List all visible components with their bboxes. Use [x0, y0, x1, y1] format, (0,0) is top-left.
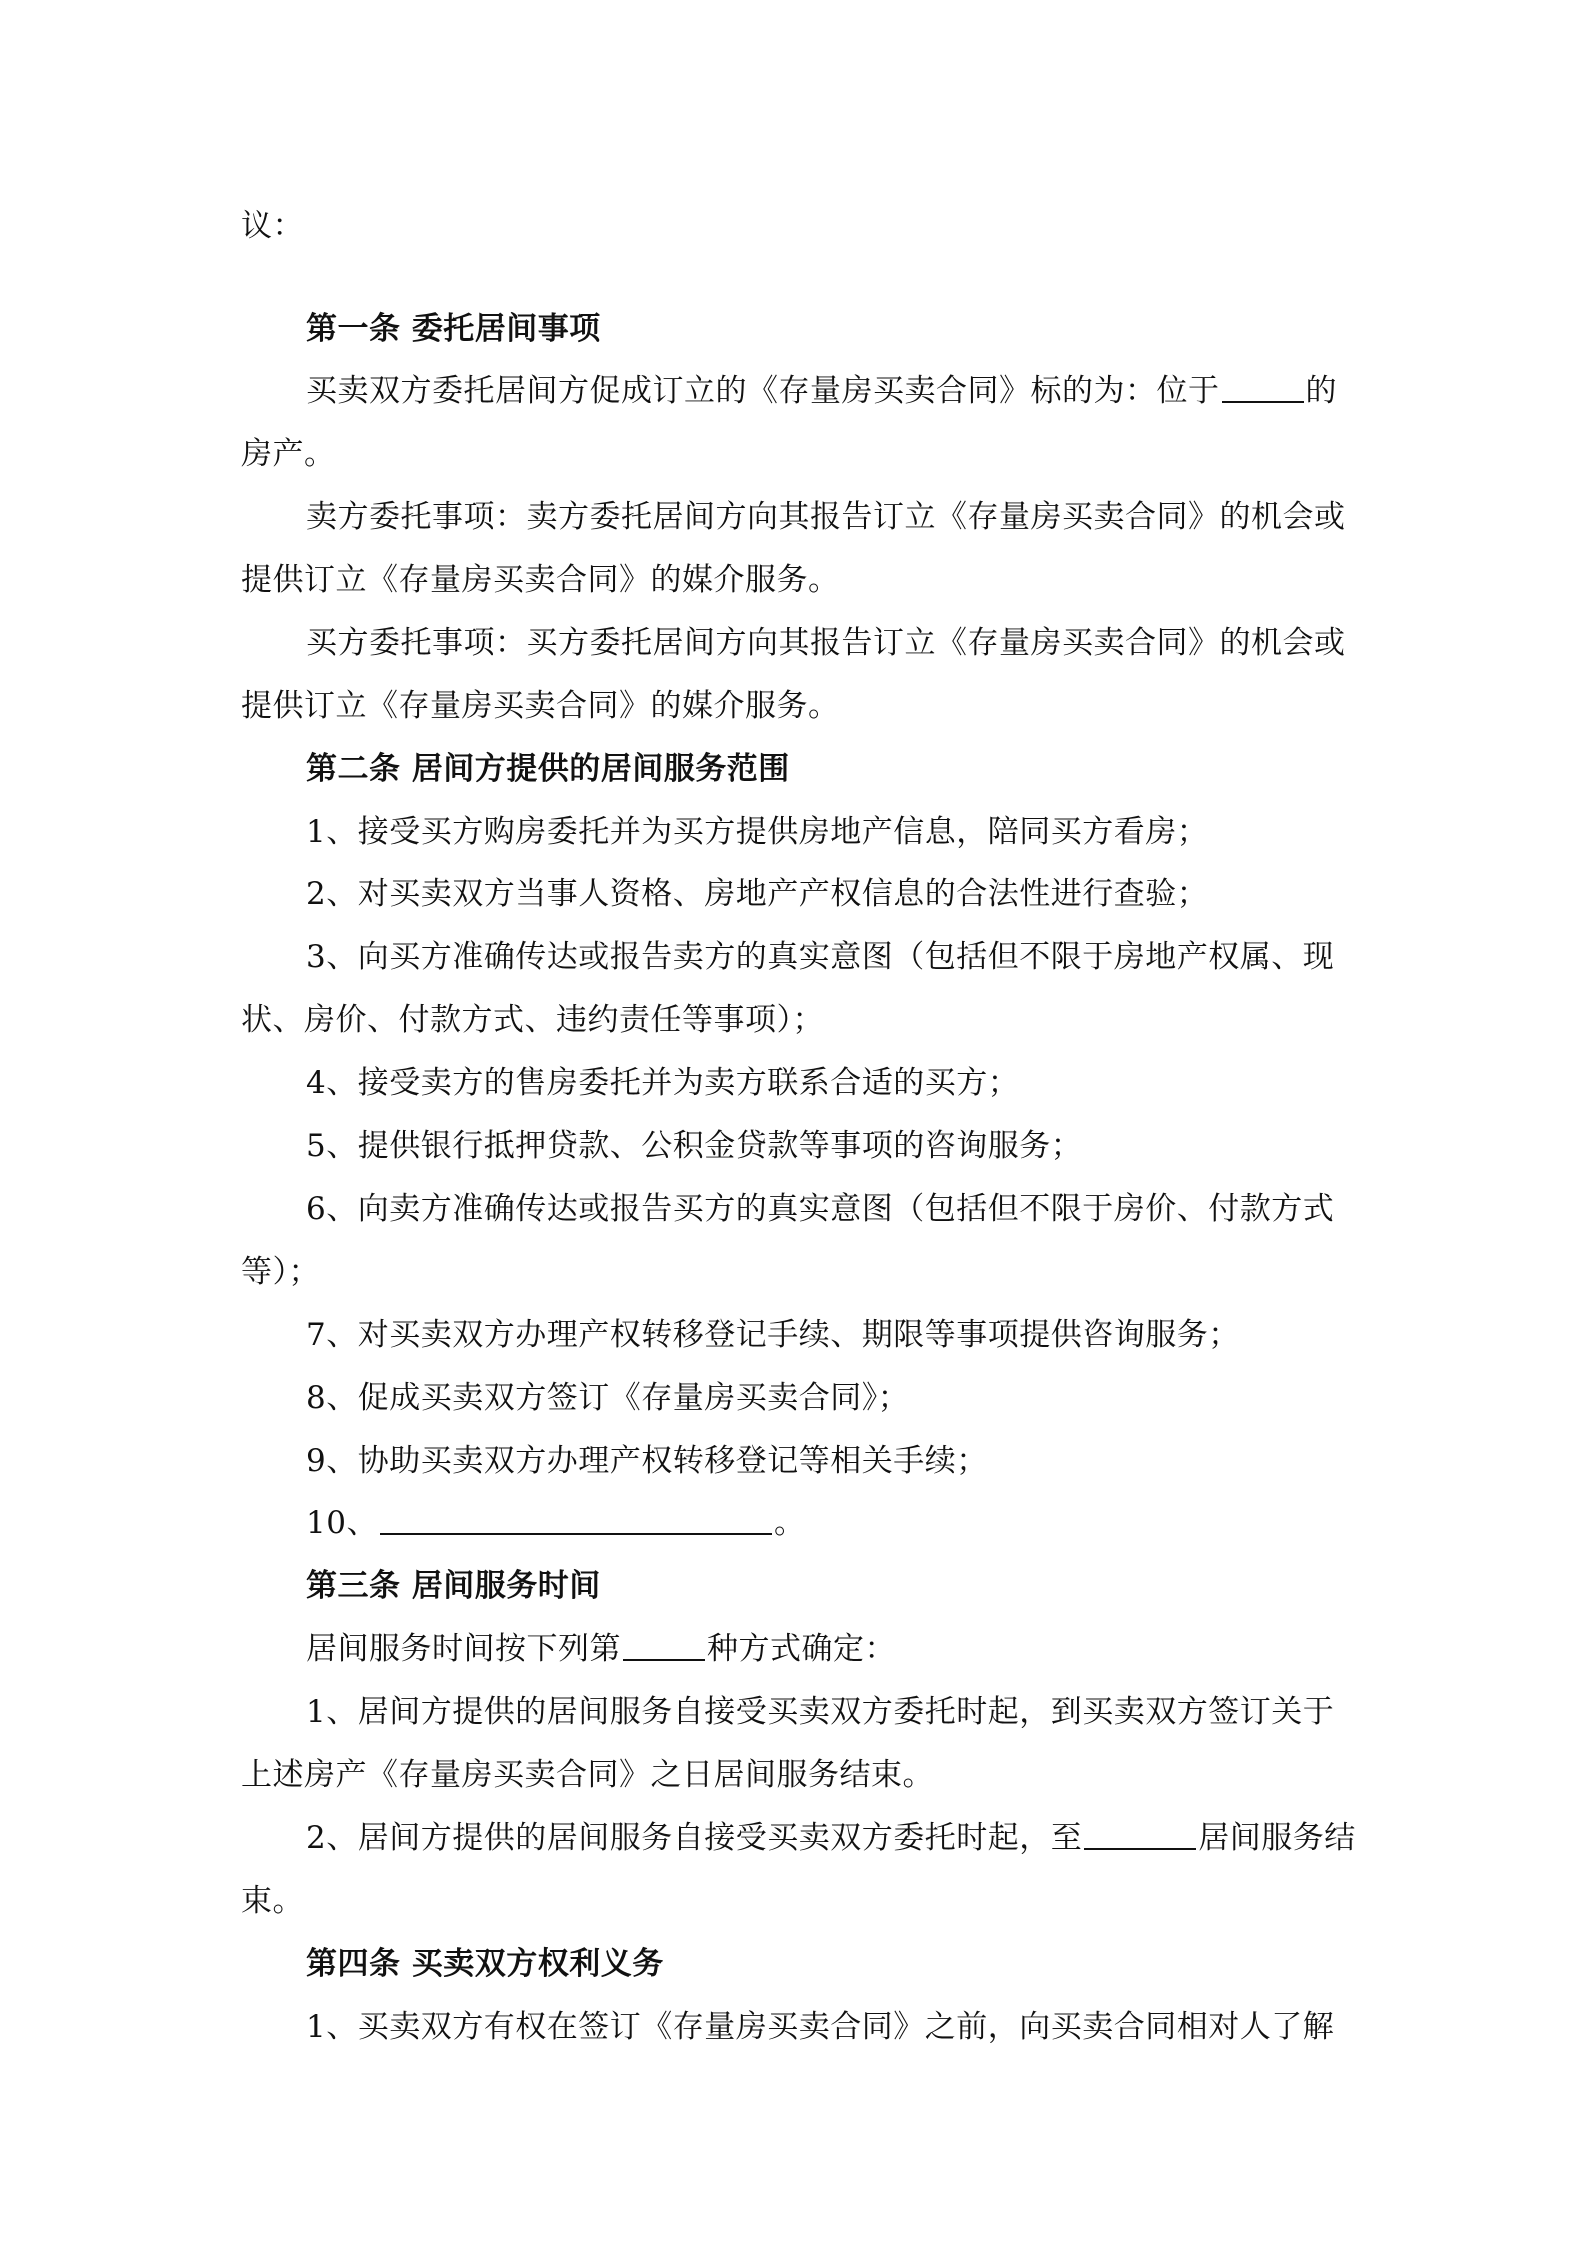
list-item: 7、对买卖双方办理产权转移登记手续、期限等事项提供咨询服务；: [306, 1317, 1240, 1353]
paragraph-line: 提供订立《存量房买卖合同》的媒介服务。: [241, 562, 840, 598]
list-item: 2、对买卖双方当事人资格、房地产产权信息的合法性进行查验；: [306, 876, 1209, 912]
text-run: 2、居间方提供的居间服务自接受买卖双方委托时起，至: [306, 1820, 1083, 1856]
list-item: 4、接受卖方的售房委托并为卖方联系合适的买方；: [306, 1065, 1020, 1101]
list-item: [306, 1815, 1356, 1861]
text-run: 10、: [306, 1505, 378, 1541]
list-item: 1、接受买方购房委托并为买方提供房地产信息，陪同买方看房；: [306, 814, 1209, 850]
paragraph-line: [306, 368, 1337, 414]
list-item-continuation: 状、房价、付款方式、违约责任等事项）；: [241, 1002, 824, 1038]
text-run: 居间服务时间按下列第: [306, 1631, 621, 1667]
list-item: 9、协助买卖双方办理产权转移登记等相关手续；: [306, 1443, 988, 1479]
text-run: 买卖双方委托居间方促成订立的《存量房买卖合同》标的为：位于: [306, 373, 1220, 409]
text-run: 种方式确定：: [707, 1631, 896, 1667]
list-item: 6、向卖方准确传达或报告买方的真实意图（包括但不限于房价、付款方式: [306, 1191, 1335, 1227]
fill-in-blank-method-number[interactable]: [623, 1629, 705, 1661]
paragraph-line: 房产。: [241, 436, 336, 472]
fill-in-blank-end-date[interactable]: [1084, 1818, 1196, 1850]
fill-in-blank-other-service[interactable]: [380, 1503, 772, 1535]
text-run: 居间服务结: [1198, 1820, 1356, 1856]
text-run: 的: [1305, 373, 1337, 409]
list-item-continuation: 上述房产《存量房买卖合同》之日居间服务结束。: [241, 1757, 934, 1793]
list-item: 1、买卖双方有权在签订《存量房买卖合同》之前，向买卖合同相对人了解: [306, 2009, 1335, 2045]
paragraph-line: 议：: [241, 208, 304, 244]
list-item: 5、提供银行抵押贷款、公积金贷款等事项的咨询服务；: [306, 1128, 1083, 1164]
article-3-heading: 第三条 居间服务时间: [306, 1568, 601, 1604]
list-item-continuation: 等）；: [241, 1254, 320, 1290]
paragraph-line: 买方委托事项：买方委托居间方向其报告订立《存量房买卖合同》的机会或: [306, 625, 1346, 661]
fill-in-blank-location[interactable]: [1222, 371, 1304, 403]
paragraph-line: 提供订立《存量房买卖合同》的媒介服务。: [241, 688, 840, 724]
article-4-heading: 第四条 买卖双方权利义务: [306, 1946, 664, 1982]
article-2-heading: 第二条 居间方提供的居间服务范围: [306, 751, 790, 787]
list-item: [306, 1500, 805, 1546]
list-item: 3、向买方准确传达或报告卖方的真实意图（包括但不限于房地产权属、现: [306, 939, 1335, 975]
paragraph-line: 卖方委托事项：卖方委托居间方向其报告订立《存量房买卖合同》的机会或: [306, 499, 1346, 535]
list-item-continuation: 束。: [241, 1883, 304, 1919]
list-item: 1、居间方提供的居间服务自接受买卖双方委托时起，到买卖双方签订关于: [306, 1694, 1335, 1730]
article-1-heading: 第一条 委托居间事项: [306, 311, 601, 347]
list-item: 8、促成买卖双方签订《存量房买卖合同》；: [306, 1380, 910, 1416]
text-run: 。: [773, 1505, 806, 1541]
paragraph-line: [306, 1626, 896, 1672]
